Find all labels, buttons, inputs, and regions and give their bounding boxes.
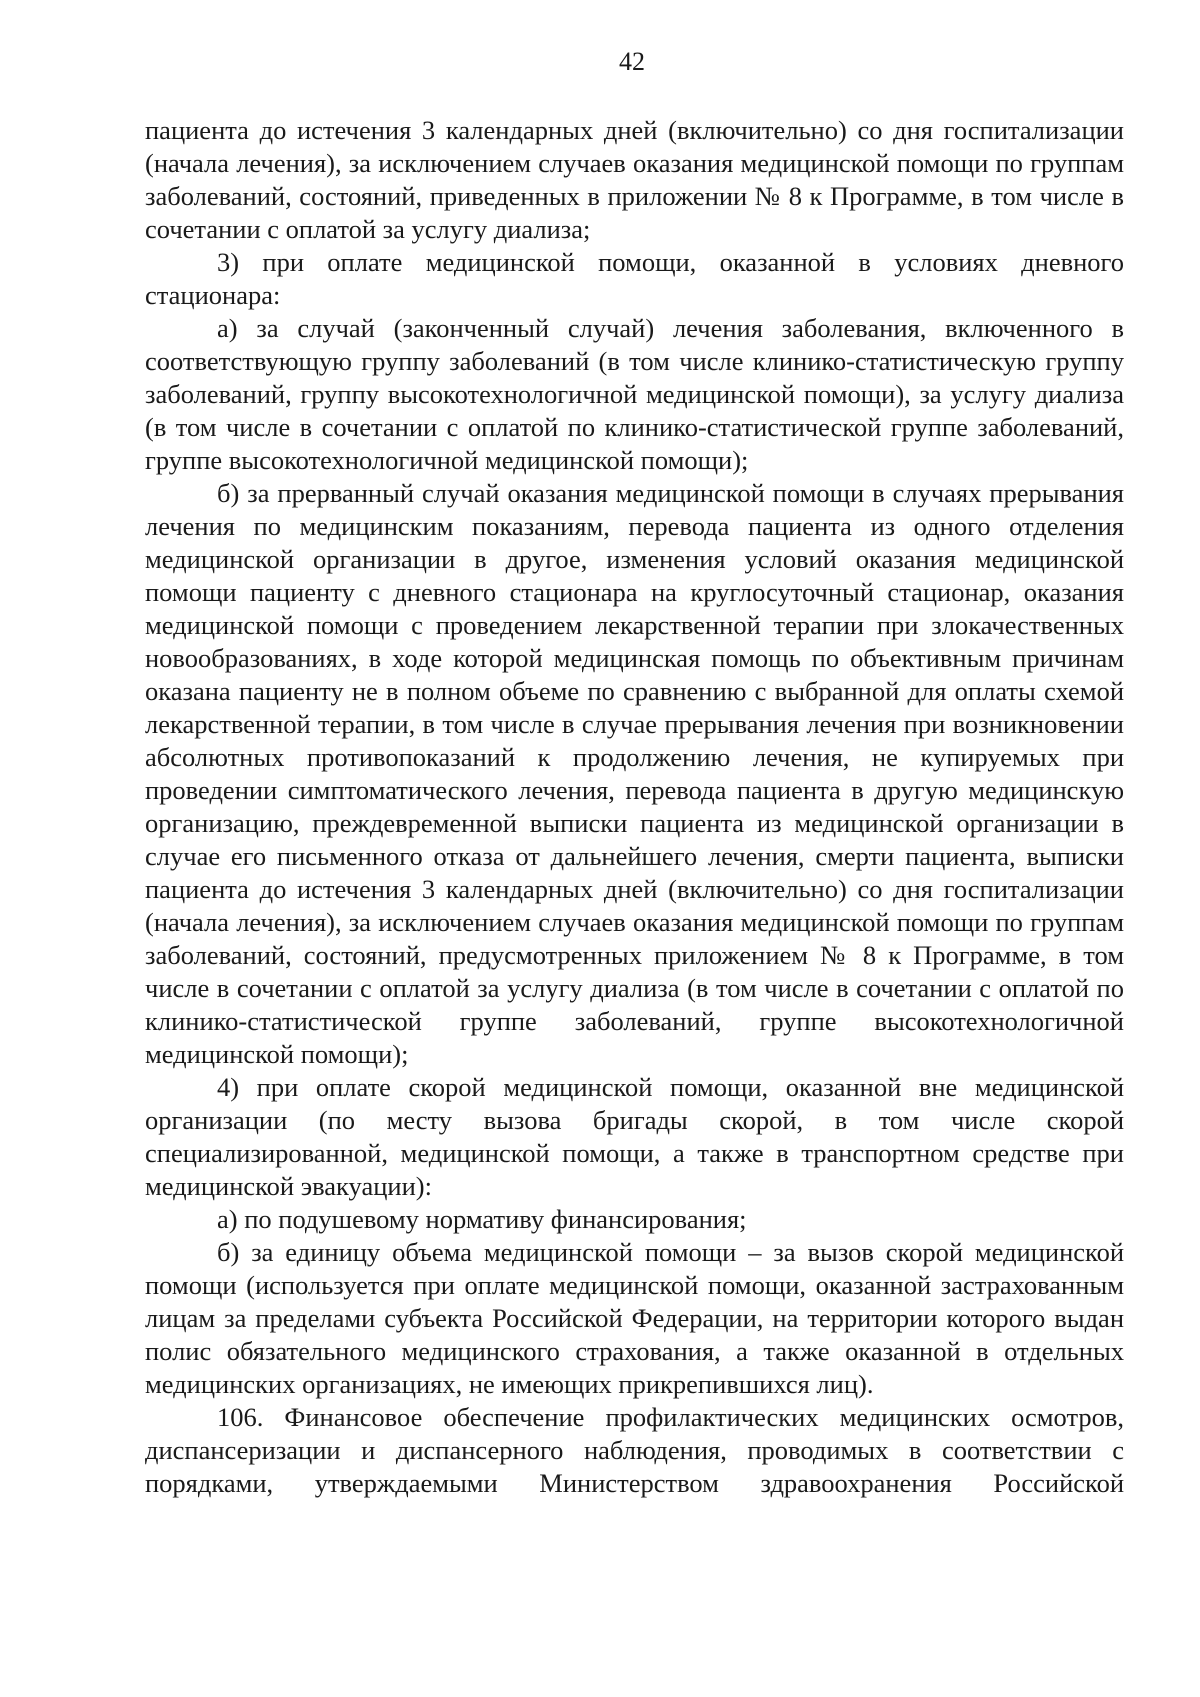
paragraph-section-106: 106. Финансовое обеспечение профилактических медицинских осмотров, диспансеризации и диспансерного наблюдения, проводимых в соответствии с порядками, утверждаемыми Министерством здравоохранения Российской — [145, 1402, 1124, 1498]
paragraph-continuation: пациента до истечения 3 календарных дней (включительно) со дня госпитализации (начала лечения), за исключением случаев оказания медицинской помощи по группам заболеваний, состояний, приведенных в приложении № 8 к Программе, в том числе в сочетании с оплатой за услугу диализа; — [145, 115, 1124, 244]
paragraph-item-4b: б) за единицу объема медицинской помощи – за вызов скорой медицинской помощи (используется при оплате медицинской помощи, оказанной застрахованным лицам за пределами субъекта Российской Федерации, на территории которого выдан полис обязательного медицинского страхования, а также оказанной в отдельных медицинских организациях, не имеющих прикрепившихся лиц). — [145, 1237, 1124, 1399]
paragraph-item-4a: а) по подушевому нормативу финансирования; — [217, 1204, 747, 1234]
document-body — [145, 114, 1124, 1500]
paragraph-item-3b: б) за прерванный случай оказания медицинской помощи в случаях прерывания лечения по медицинским показаниям, перевода пациента из одного отделения медицинской организации в другое, изменения условий оказания медицинской помощи пациенту с дневного стационара на круглосуточный стационар, оказания медицинской помощи с проведением лекарственной терапии при злокачественных новообразованиях, в ходе которой медицинская помощь по объективным причинам оказана пациенту не в полном объеме по сравнению с выбранной для оплаты схемой лекарственной терапии, в том числе в случае прерывания лечения при возникновении абсолютных противопоказаний к продолжению лечения, не купируемых при проведении симптоматического лечения, перевода пациента в другую медицинскую организацию, преждевременной выписки пациента из медицинской организации в случае его письменного отказа от дальнейшего лечения, смерти пациента, выписки пациента до истечения 3 календарных дней (включительно) со дня госпитализации (начала лечения), за исключением случаев оказания медицинской помощи по группам заболеваний, состояний, предусмотренных приложением № 8 к Программе, в том числе в сочетании с оплатой за услугу диализа (в том числе в сочетании с оплатой по клинико-статистической группе заболеваний, группе высокотехнологичной медицинской помощи); — [145, 478, 1124, 1069]
paragraph-item-4: 4) при оплате скорой медицинской помощи, оказанной вне медицинской организации (по месту вызова бригады скорой, в том числе скорой специализированной, медицинской помощи, а также в транспортном средстве при медицинской эвакуации): — [145, 1072, 1124, 1201]
page-number: 42 — [619, 47, 645, 76]
paragraph-item-3: 3) при оплате медицинской помощи, оказанной в условиях дневного стационара: — [145, 247, 1124, 310]
paragraph-item-3a: а) за случай (законченный случай) лечения заболевания, включенного в соответствующую группу заболеваний (в том числе клинико-статистическую группу заболеваний, группу высокотехнологичной медицинской помощи), за услугу диализа (в том числе в сочетании с оплатой по клинико-статистической группе заболеваний, группе высокотехнологичной медицинской помощи); — [145, 313, 1124, 475]
